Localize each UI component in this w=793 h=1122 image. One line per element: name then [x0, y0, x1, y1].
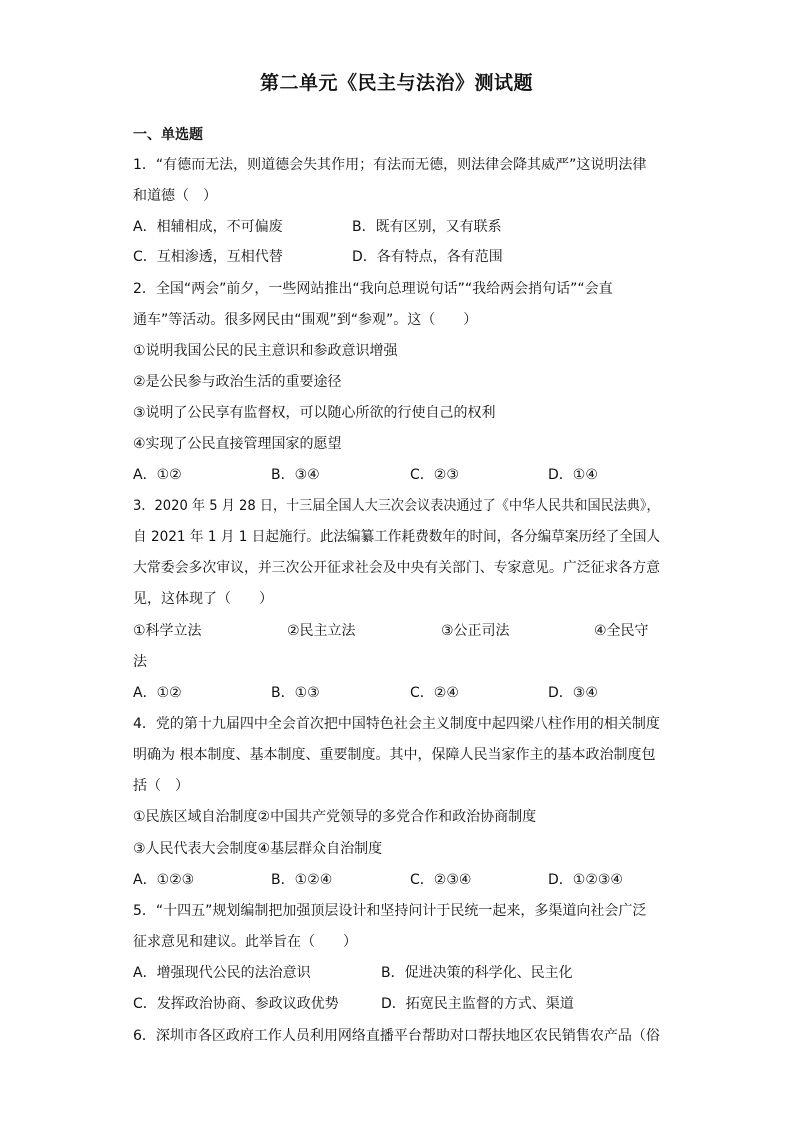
- question-4-option-d: D．①②③④: [548, 872, 623, 888]
- section-heading: 一、单选题: [133, 127, 203, 143]
- question-5-stem-line-1: 5．“十四五”规划编制把加强顶层设计和坚持问计于民统一起来，多渠道向社会广泛: [133, 903, 647, 919]
- question-3-stem-line-3: 大常委会多次审议，并三次公开征求社会及中央有关部门、专家意见。广泛征求各方意: [133, 560, 660, 576]
- question-4-option-b: B．①②④: [271, 872, 333, 888]
- question-5-option-c: C．发挥政治协商、参政议政优势: [133, 996, 339, 1012]
- question-1-option-b: B．既有区别，又有联系: [352, 219, 502, 235]
- question-4-stem-line-1: 4．党的第十九届四中全会首次把中国特色社会主义制度中起四梁八柱作用的相关制度: [133, 716, 660, 732]
- question-2-item-1: ①说明我国公民的民主意识和参政意识增强: [133, 343, 398, 359]
- question-5-stem-line-2: 征求意见和建议。此举旨在（ ）: [133, 934, 357, 950]
- question-2-option-c: C．②③: [410, 467, 459, 483]
- question-4-option-a: A．①②③: [133, 872, 195, 888]
- question-3-option-a: A．①②: [133, 685, 182, 701]
- page-title: 第二单元《民主与法治》测试题: [259, 72, 533, 94]
- question-3-option-c: C．②④: [410, 685, 459, 701]
- question-2-item-2: ②是公民参与政治生活的重要途径: [133, 374, 342, 390]
- question-2-item-3: ③说明了公民享有监督权，可以随心所欲的行使自己的权利: [133, 405, 496, 421]
- question-1-option-a: A．相辅相成，不可偏废: [133, 219, 283, 235]
- question-4-option-c: C．②③④: [410, 872, 472, 888]
- question-2-option-a: A．①②: [133, 467, 182, 483]
- question-2-stem-line-2: 通车”等活动。很多网民由“围观”到“参观”。这（ ）: [133, 312, 478, 328]
- question-3-item-2: ②民主立法: [287, 623, 356, 639]
- question-1-option-c: C．互相渗透，互相代替: [133, 249, 283, 265]
- question-5-option-b: B．促进决策的科学化、民主化: [381, 965, 573, 981]
- question-4-item-1: ①民族区域自治制度②中国共产党领导的多党合作和政治协商制度: [133, 809, 537, 825]
- question-3-item-3: ③公正司法: [441, 623, 510, 639]
- question-1-option-d: D．各有特点，各有范围: [352, 249, 503, 265]
- question-1-stem-line-2: 和道德（ ）: [133, 188, 217, 204]
- question-3-item-4: ④全民守: [594, 623, 649, 639]
- question-4-stem-line-2: 明确为 根本制度、基本制度、重要制度。其中，保障人民当家作主的基本政治制度包: [133, 747, 656, 763]
- question-1-stem-line-1: 1．“有德而无法，则道德会失其作用；有法而无德，则法律会降其威严”这说明法律: [133, 157, 647, 173]
- question-2-item-4: ④实现了公民直接管理国家的愿望: [133, 436, 342, 452]
- question-3-item-4-wrap: 法: [133, 654, 147, 670]
- question-2-option-d: D．①④: [548, 467, 598, 483]
- question-6-stem-line-1: 6．深圳市各区政府工作人员利用网络直播平台帮助对口帮扶地区农民销售农产品（俗: [133, 1028, 660, 1044]
- question-3-stem-line-1: 3．2020 年 5 月 28 日，十三届全国人大三次会议表决通过了《中华人民共和国民法典》，: [133, 498, 660, 514]
- question-3-stem-line-4: 见，这体现了（ ）: [133, 591, 273, 607]
- question-3-item-1: ①科学立法: [133, 623, 202, 639]
- question-2-stem-line-1: 2．全国“两会”前夕，一些网站推出“我向总理说句话”“我给两会捎句话”“会直: [133, 281, 613, 297]
- question-3-option-b: B．①③: [271, 685, 320, 701]
- question-3-stem-line-2: 自 2021 年 1 月 1 日起施行。此法编纂工作耗费数年的时间，各分编草案历经了全国人: [133, 529, 661, 545]
- question-2-option-b: B．③④: [271, 467, 320, 483]
- question-4-item-2: ③人民代表大会制度④基层群众自治制度: [133, 841, 383, 857]
- question-3-option-d: D．③④: [548, 685, 598, 701]
- question-5-option-d: D．拓宽民主监督的方式、渠道: [381, 996, 574, 1012]
- question-4-stem-line-3: 括（ ）: [133, 778, 189, 794]
- question-5-option-a: A．增强现代公民的法治意识: [133, 965, 311, 981]
